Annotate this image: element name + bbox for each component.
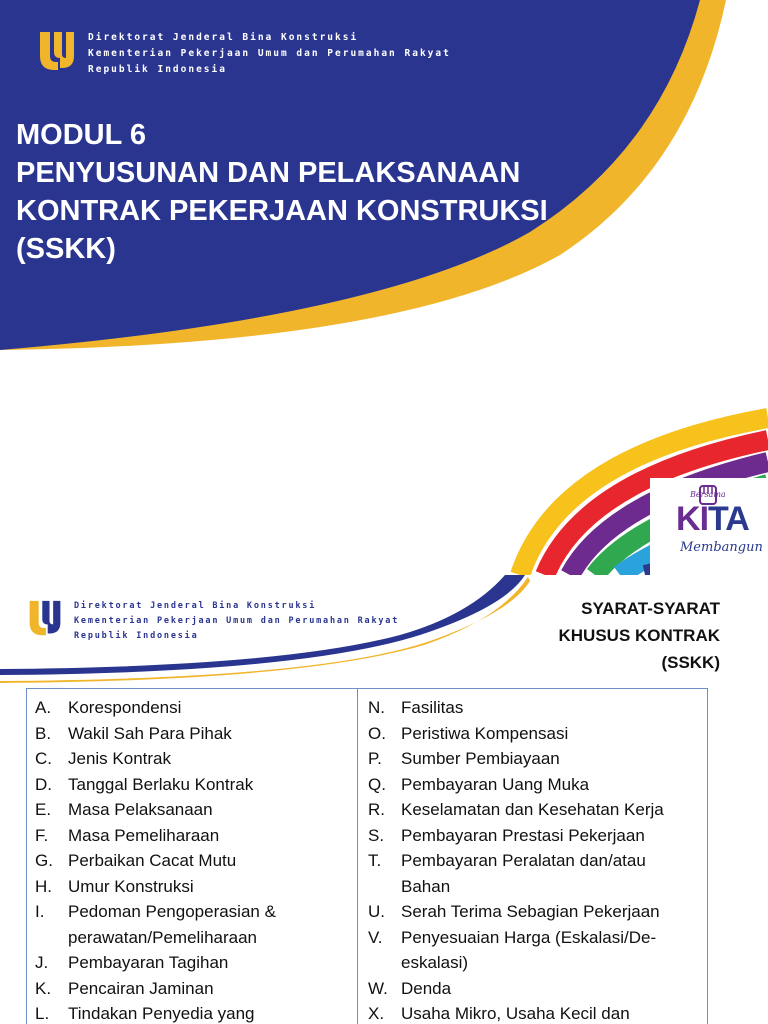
item-text-line: Penyesuaian Harga (Eskalasi/De- xyxy=(401,927,657,947)
item-text-line: Keselamatan dan Kesehatan Kerja xyxy=(401,800,664,819)
list-item xyxy=(35,950,353,976)
item-text xyxy=(68,823,353,849)
item-letter: D. xyxy=(35,774,52,794)
item-text xyxy=(68,1001,353,1024)
item-letter: A. xyxy=(35,698,52,717)
item-letter: B. xyxy=(35,723,52,743)
list-item xyxy=(368,721,698,747)
item-text-line: Pembayaran Prestasi Pekerjaan xyxy=(401,825,645,845)
item-text-line: Tanggal Berlaku Kontrak xyxy=(68,774,254,794)
item-letter: O. xyxy=(368,723,386,743)
logo-letters-ta: TA xyxy=(708,500,749,538)
item-letter: F. xyxy=(35,825,49,845)
item-text xyxy=(401,1001,698,1024)
org-line-1: Direktorat Jenderal Bina Konstruksi xyxy=(74,601,317,611)
sskk-items-table xyxy=(26,688,708,1024)
list-item xyxy=(35,721,353,747)
item-text-line: Pembayaran Peralatan dan/atau xyxy=(401,851,646,870)
item-text xyxy=(401,848,698,899)
item-text-line: Umur Konstruksi xyxy=(68,876,194,896)
item-text-line: Pedoman Pengoperasian & xyxy=(68,902,276,921)
heading-line-1: SYARAT-SYARAT xyxy=(581,599,720,618)
pupr-logo-icon xyxy=(36,30,78,74)
item-letter: J. xyxy=(35,953,49,972)
item-text xyxy=(68,874,353,900)
item-text-line: Masa Pelaksanaan xyxy=(68,800,213,819)
item-text-line: Jenis Kontrak xyxy=(68,749,171,768)
left-column xyxy=(35,695,353,1024)
item-text-line: Serah Terima Sebagian Pekerjaan xyxy=(401,902,660,921)
item-text-line: Pencairan Jaminan xyxy=(68,978,214,998)
list-item xyxy=(368,899,698,925)
org-line-1: Direktorat Jenderal Bina Konstruksi xyxy=(88,32,359,43)
sskk-slide xyxy=(0,575,768,1024)
logo-small-text: Bersama xyxy=(690,490,726,499)
bersama-kita-membangun-logo xyxy=(670,484,763,564)
item-text-line: Masa Pemeliharaan xyxy=(68,825,220,845)
item-text xyxy=(68,721,353,747)
item-letter: E. xyxy=(35,800,52,819)
list-item xyxy=(368,797,698,823)
list-item xyxy=(368,772,698,798)
list-item xyxy=(35,1001,353,1024)
item-text xyxy=(401,797,698,823)
heading-line-3: (SSKK) xyxy=(661,653,720,672)
ministry-header-small xyxy=(26,599,399,644)
item-text xyxy=(401,746,698,772)
item-text xyxy=(68,695,353,721)
list-item xyxy=(368,848,698,899)
item-text-line: Denda xyxy=(401,978,452,998)
item-text-line: Wakil Sah Para Pihak xyxy=(68,723,232,743)
pupr-logo-icon xyxy=(26,599,64,639)
logo-letter-k: K xyxy=(676,500,700,538)
list-item xyxy=(35,823,353,849)
item-text xyxy=(68,848,353,874)
item-text xyxy=(68,899,353,950)
item-text xyxy=(68,746,353,772)
list-item xyxy=(368,823,698,849)
item-letter: W. xyxy=(368,978,388,998)
item-text-line: Perbaikan Cacat Mutu xyxy=(68,851,237,870)
item-letter: N. xyxy=(368,698,385,717)
item-letter: T. xyxy=(368,851,382,870)
logo-letter-i: I xyxy=(699,500,709,538)
slide-heading xyxy=(480,595,720,676)
item-text xyxy=(68,772,353,798)
title-line-3: KONTRAK PEKERJAAN KONSTRUKSI xyxy=(16,195,548,227)
item-text-line: Usaha Mikro, Usaha Kecil dan xyxy=(401,1004,630,1023)
item-text-line: Pembayaran Tagihan xyxy=(68,953,229,972)
right-column xyxy=(368,695,698,1024)
item-text-line: Pembayaran Uang Muka xyxy=(401,774,590,794)
item-letter: I. xyxy=(35,902,45,921)
item-text-line: Fasilitas xyxy=(401,698,464,717)
item-text xyxy=(68,976,353,1002)
list-item xyxy=(35,874,353,900)
item-text-line: perawatan/Pemeliharaan xyxy=(68,927,258,947)
item-text-line: Sumber Pembiayaan xyxy=(401,749,560,768)
title-line-2: PENYUSUNAN DAN PELAKSANAAN xyxy=(16,157,521,189)
item-text xyxy=(68,950,353,976)
item-text-line: Korespondensi xyxy=(68,698,182,717)
item-text xyxy=(401,823,698,849)
item-text-line: Tindakan Penyedia yang xyxy=(68,1004,255,1023)
item-text xyxy=(401,899,698,925)
item-letter: R. xyxy=(368,800,385,819)
item-letter: P. xyxy=(368,749,382,768)
logo-subtext: Membangun xyxy=(680,540,763,555)
org-line-3: Republik Indonesia xyxy=(88,64,227,75)
column-divider xyxy=(357,689,358,1024)
item-text xyxy=(401,976,698,1002)
item-letter: C. xyxy=(35,749,52,768)
list-item xyxy=(35,797,353,823)
list-item xyxy=(368,976,698,1002)
ministry-header xyxy=(36,30,451,78)
item-letter: L. xyxy=(35,1004,50,1023)
item-letter: S. xyxy=(368,825,385,845)
item-text xyxy=(68,797,353,823)
title-line-1: MODUL 6 xyxy=(16,119,146,151)
list-item xyxy=(368,695,698,721)
org-line-2: Kementerian Pekerjaan Umum dan Perumahan Rakyat xyxy=(88,48,451,59)
item-text xyxy=(401,721,698,747)
item-text xyxy=(401,695,698,721)
heading-line-2: KHUSUS KONTRAK xyxy=(558,626,720,645)
item-letter: X. xyxy=(368,1004,385,1023)
list-item xyxy=(368,746,698,772)
org-line-3: Republik Indonesia xyxy=(74,631,199,641)
item-text-line: Peristiwa Kompensasi xyxy=(401,723,569,743)
module-title xyxy=(16,116,576,268)
item-letter: V. xyxy=(368,927,383,947)
item-letter: G. xyxy=(35,851,53,870)
logo-word xyxy=(676,500,749,539)
item-letter: U. xyxy=(368,902,385,921)
item-letter: K. xyxy=(35,978,52,998)
list-item xyxy=(35,899,353,950)
item-text-line: Bahan xyxy=(401,876,451,896)
item-letter: H. xyxy=(35,876,52,896)
item-text-line: eskalasi) xyxy=(401,953,469,972)
list-item xyxy=(35,772,353,798)
list-item xyxy=(368,925,698,976)
item-text xyxy=(401,772,698,798)
org-line-2: Kementerian Pekerjaan Umum dan Perumahan Rakyat xyxy=(74,616,400,626)
item-text xyxy=(401,925,698,976)
title-line-4: (SSKK) xyxy=(16,233,116,265)
list-item xyxy=(35,848,353,874)
list-item xyxy=(35,746,353,772)
list-item xyxy=(35,976,353,1002)
item-letter: Q. xyxy=(368,774,386,794)
list-item xyxy=(368,1001,698,1024)
list-item xyxy=(35,695,353,721)
